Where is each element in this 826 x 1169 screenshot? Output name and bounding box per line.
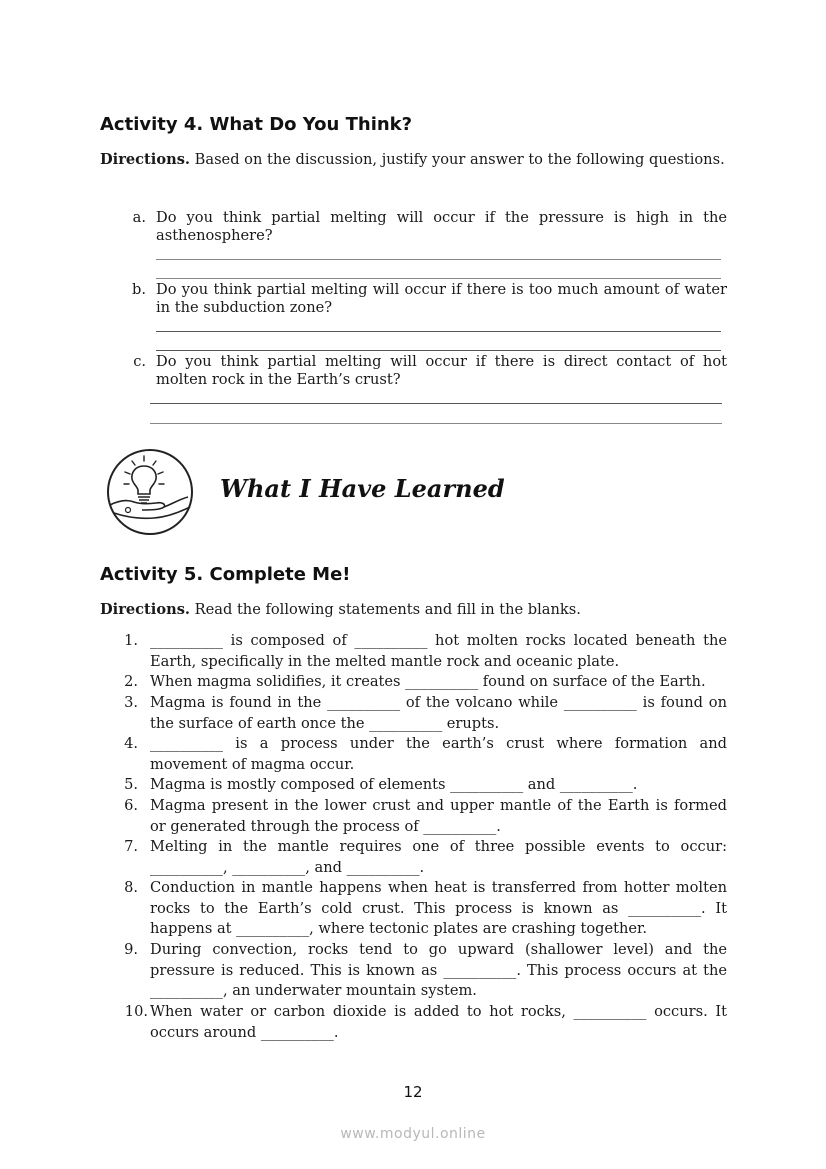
question-text: Do you think partial melting will occur if there is too much amount of water in the subduction zone?: [156, 281, 727, 316]
question-text: Do you think partial melting will occur if the pressure is high in the asthenosphere?: [156, 209, 727, 244]
item-text: __________ is a process under the earth’s crust where formation and movement of magma occur.: [150, 735, 727, 773]
item-text: Magma is mostly composed of elements __________ and __________.: [150, 776, 638, 793]
activity5-title: Activity 5. Complete Me!: [100, 564, 351, 585]
item-number: 6.: [124, 797, 138, 814]
activity5-directions: [100, 601, 727, 619]
answer-line[interactable]: [156, 350, 721, 351]
item-number: 4.: [124, 735, 138, 752]
item-text: When water or carbon dioxide is added to hot rocks, __________ occurs. It occurs around __________.: [150, 1003, 727, 1041]
question-label: a.: [132, 209, 146, 226]
question-text: Do you think partial melting will occur if there is direct contact of hot molten rock in the Earth’s crust?: [156, 353, 727, 388]
item-text: Melting in the mantle requires one of three possible events to occur: __________, __________, and __________.: [150, 838, 727, 876]
directions-label: Directions.: [100, 151, 190, 168]
item-number: 3.: [124, 694, 138, 711]
activity4-title: Activity 4. What Do You Think?: [100, 114, 413, 135]
answer-line[interactable]: [156, 259, 721, 260]
directions-text: Based on the discussion, justify your answer to the following questions.: [190, 151, 725, 168]
item-text: Magma present in the lower crust and upper mantle of the Earth is formed or generated through the process of __________.: [150, 797, 727, 835]
directions-text: Read the following statements and fill in the blanks.: [190, 601, 581, 618]
item-text: When magma solidifies, it creates __________ found on surface of the Earth.: [150, 673, 706, 690]
item-number: 8.: [124, 879, 138, 896]
item-number: 7.: [124, 838, 138, 855]
section-title: What I Have Learned: [220, 474, 505, 503]
item-number: 10.: [124, 1003, 148, 1020]
activity4-directions: [100, 151, 727, 169]
item-number: 5.: [124, 776, 138, 793]
answer-line[interactable]: [150, 403, 722, 404]
item-text: __________ is composed of __________ hot molten rocks located beneath the Earth, specifically in the melted mantle rock and oceanic plate.: [150, 632, 727, 670]
answer-line[interactable]: [156, 331, 721, 332]
lightbulb-in-hand-icon: [104, 447, 196, 537]
item-text: Conduction in mantle happens when heat is transferred from hotter molten rocks to the Earth’s cold crust. This process is known as __________. It happens at __________, where tectonic plates are crashing together.: [150, 879, 727, 938]
answer-line[interactable]: [150, 423, 722, 424]
page-number: 12: [403, 1083, 423, 1101]
answer-line[interactable]: [156, 278, 721, 279]
question-label: b.: [132, 281, 146, 298]
item-number: 1.: [124, 632, 138, 649]
item-number: 2.: [124, 673, 138, 690]
item-text: During convection, rocks tend to go upward (shallower level) and the pressure is reduced. This is known as __________. This process occurs at the __________, an underwater mountain system.: [150, 941, 727, 1000]
item-number: 9.: [124, 941, 138, 958]
question-label: c.: [133, 353, 146, 370]
watermark: www.modyul.online: [340, 1126, 486, 1142]
item-text: Magma is found in the __________ of the volcano while __________ is found on the surface of earth once the __________ erupts.: [150, 694, 727, 732]
directions-label: Directions.: [100, 601, 190, 618]
